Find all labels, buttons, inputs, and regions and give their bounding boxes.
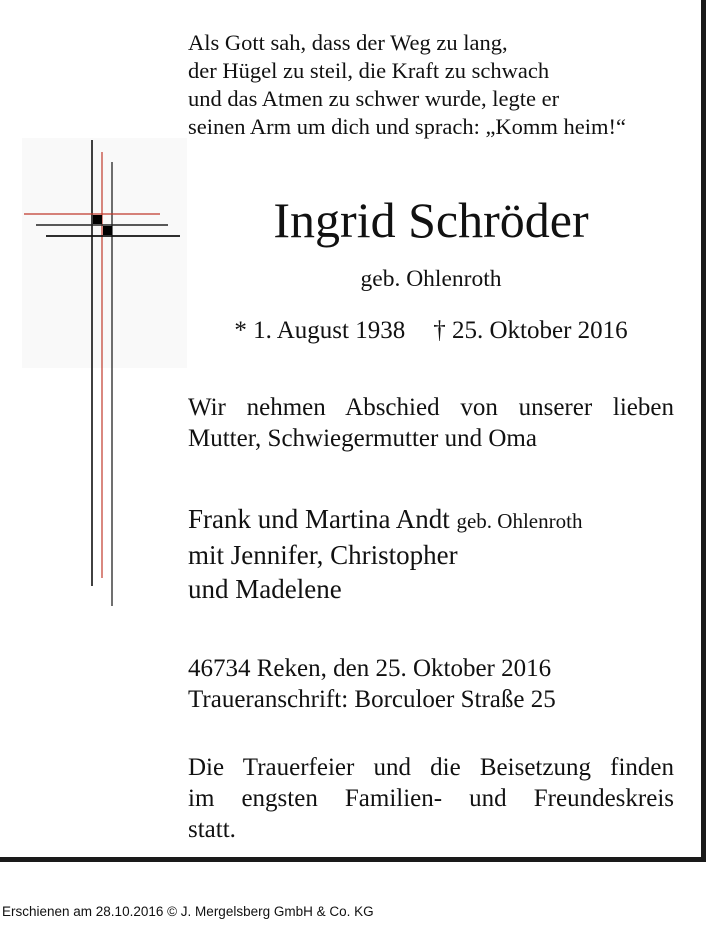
family-birth-name: geb. Ohlenroth — [456, 509, 583, 533]
life-dates — [188, 315, 674, 347]
birth-date: * 1. August 1938 — [234, 317, 406, 344]
family-line: und Madelene — [188, 574, 342, 604]
poem-line: seinen Arm um dich und sprach: „Komm heim!“ — [188, 114, 627, 139]
deceased-name: Ingrid Schröder — [273, 192, 589, 248]
farewell-text — [188, 392, 674, 454]
farewell-line: Wir nehmen Abschied von unserer lieben — [188, 394, 674, 421]
poem — [188, 29, 688, 141]
farewell-line: Mutter, Schwiegermutter und Oma — [188, 425, 537, 452]
poem-line: der Hügel zu steil, die Kraft zu schwach — [188, 58, 550, 83]
ceremony-text — [188, 752, 674, 845]
publication-footer: Erschienen am 28.10.2016 © J. Mergelsberg GmbH & Co. KG — [2, 904, 374, 919]
place-date: 46734 Reken, den 25. Oktober 2016 — [188, 655, 552, 682]
family-signature — [188, 502, 688, 606]
poem-line: Als Gott sah, dass der Weg zu lang, — [188, 30, 508, 55]
family-line — [188, 502, 688, 538]
family-names: Frank und Martina Andt — [188, 504, 450, 534]
mourning-address: Traueranschrift: Borculoer Straße 25 — [188, 686, 556, 713]
ceremony-line: Die Trauerfeier und die Beisetzung finden — [188, 754, 674, 781]
family-line: mit Jennifer, Christopher — [188, 540, 458, 570]
birth-name: geb. Ohlenroth — [360, 266, 502, 292]
ceremony-line: im engsten Familien- und Freundeskreis — [188, 785, 674, 812]
death-date: † 25. Oktober 2016 — [433, 317, 628, 344]
poem-line: und das Atmen zu schwer wurde, legte er — [188, 86, 560, 111]
place-and-address — [188, 653, 688, 715]
ceremony-line: statt. — [188, 816, 236, 843]
cross-icon — [22, 138, 187, 608]
